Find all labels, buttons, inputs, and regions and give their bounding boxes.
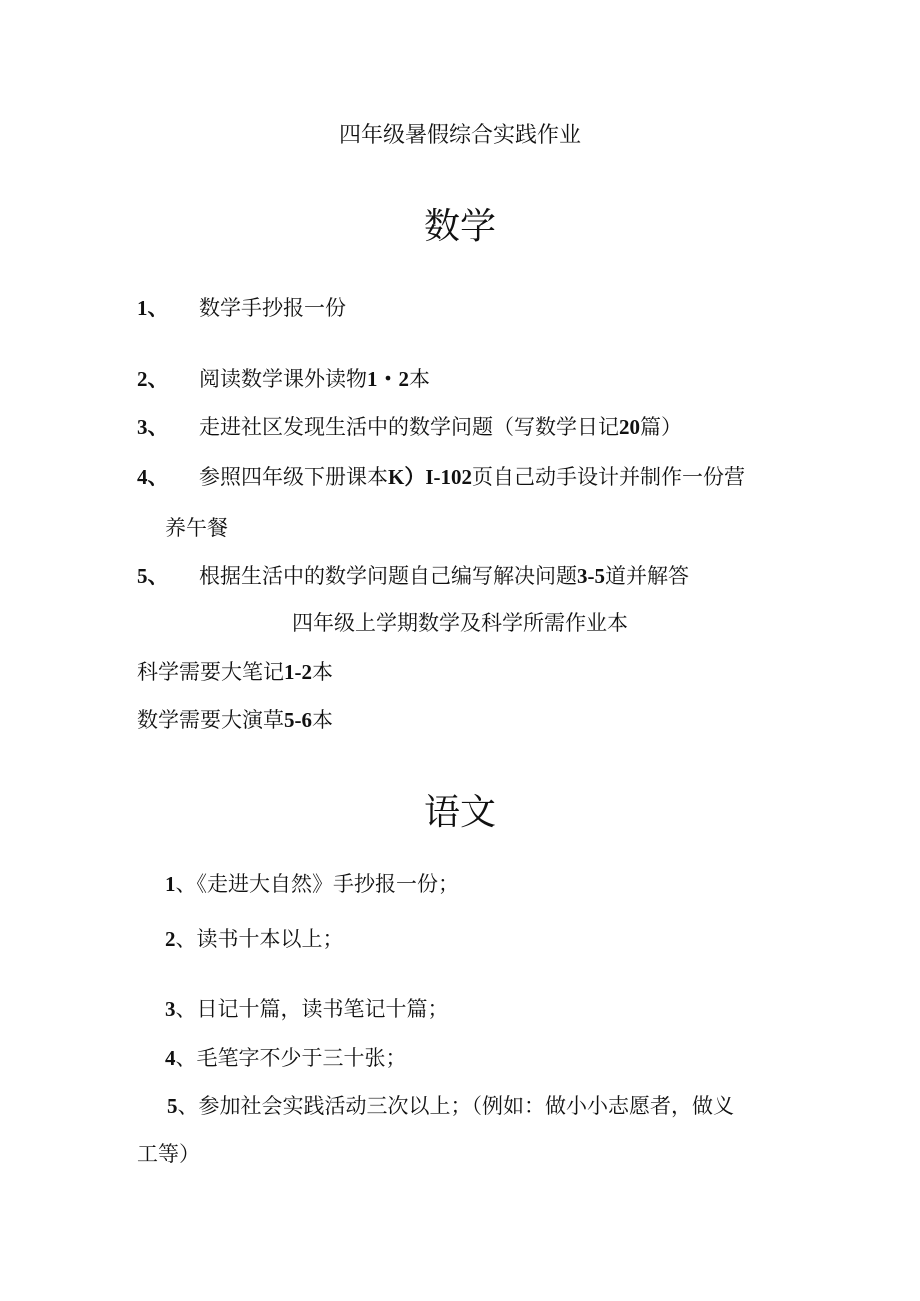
document-title: 四年级暑假综合实践作业 [338, 123, 581, 148]
math-item-4-text-a: 参照四年级下册课本 [199, 465, 388, 489]
math-item-4-text-b: 页自己动手设计并制作一份营 [472, 465, 745, 489]
supplies-science-text-b: 本 [312, 660, 333, 684]
chinese-item-4-text: 、毛笔字不少于三十张； [175, 1046, 407, 1070]
math-item-3-text-b: 篇） [640, 415, 682, 439]
supplies-math-text-a: 数学需要大演草 [137, 708, 284, 732]
chinese-item-3-text: 、日记十篇，读书笔记十篇； [175, 997, 449, 1021]
supplies-science-bold: 1-2 [284, 660, 312, 684]
chinese-item-5-continuation: 工等） [137, 1142, 200, 1166]
supplies-math-bold: 5-6 [284, 708, 312, 732]
math-item-5-bold: 3-5 [577, 564, 605, 588]
math-item-4-bold: K）I-102 [388, 465, 472, 489]
chinese-heading: 语文 [423, 792, 496, 833]
math-item-4-number: 4、 [137, 465, 169, 489]
math-heading: 数学 [423, 206, 496, 247]
math-item-2 [137, 363, 430, 393]
supplies-science-text-a: 科学需要大笔记 [137, 660, 284, 684]
math-item-3-bold: 20 [619, 415, 640, 439]
math-item-5-text-a: 根据生活中的数学问题自己编写解决问题 [199, 564, 577, 588]
math-item-1 [137, 292, 346, 322]
chinese-item-5 [167, 1090, 734, 1120]
math-item-3-text-a: 走进社区发现生活中的数学问题（写数学日记 [199, 415, 619, 439]
chinese-item-1-text: 、《走进大自然》手抄报一份； [175, 872, 459, 896]
supplies-math [137, 704, 333, 734]
math-item-5-text-b: 道并解答 [605, 564, 689, 588]
chinese-item-4-number: 4 [165, 1046, 176, 1070]
math-item-2-text-b: 本 [409, 367, 430, 391]
math-item-4-continuation: 养午餐 [165, 516, 228, 540]
math-item-4 [137, 461, 745, 491]
math-item-5-number: 5、 [137, 564, 169, 588]
math-item-1-number: 1、 [137, 296, 169, 320]
supplies-math-text-b: 本 [312, 708, 333, 732]
chinese-item-1 [165, 868, 459, 898]
chinese-item-5-text: 、参加社会实践活动三次以上；（例如：做小小志愿者，做义 [177, 1094, 734, 1118]
math-item-1-text: 数学手抄报一份 [199, 296, 346, 320]
supplies-title: 四年级上学期数学及科学所需作业本 [292, 611, 628, 635]
math-item-5 [137, 560, 689, 590]
chinese-item-1-number: 1 [165, 872, 176, 896]
math-item-3 [137, 411, 682, 441]
math-item-2-bold: 1・2 [367, 367, 409, 391]
chinese-item-5-number: 5 [167, 1094, 178, 1118]
chinese-item-2-text: 、读书十本以上； [175, 927, 344, 951]
chinese-item-2 [165, 923, 344, 953]
math-item-2-text-a: 阅读数学课外读物 [199, 367, 367, 391]
supplies-science [137, 656, 333, 686]
math-item-2-number: 2、 [137, 367, 169, 391]
chinese-item-3 [165, 993, 449, 1023]
chinese-item-3-number: 3 [165, 997, 176, 1021]
chinese-item-4 [165, 1042, 407, 1072]
chinese-item-2-number: 2 [165, 927, 176, 951]
math-item-3-number: 3、 [137, 415, 169, 439]
